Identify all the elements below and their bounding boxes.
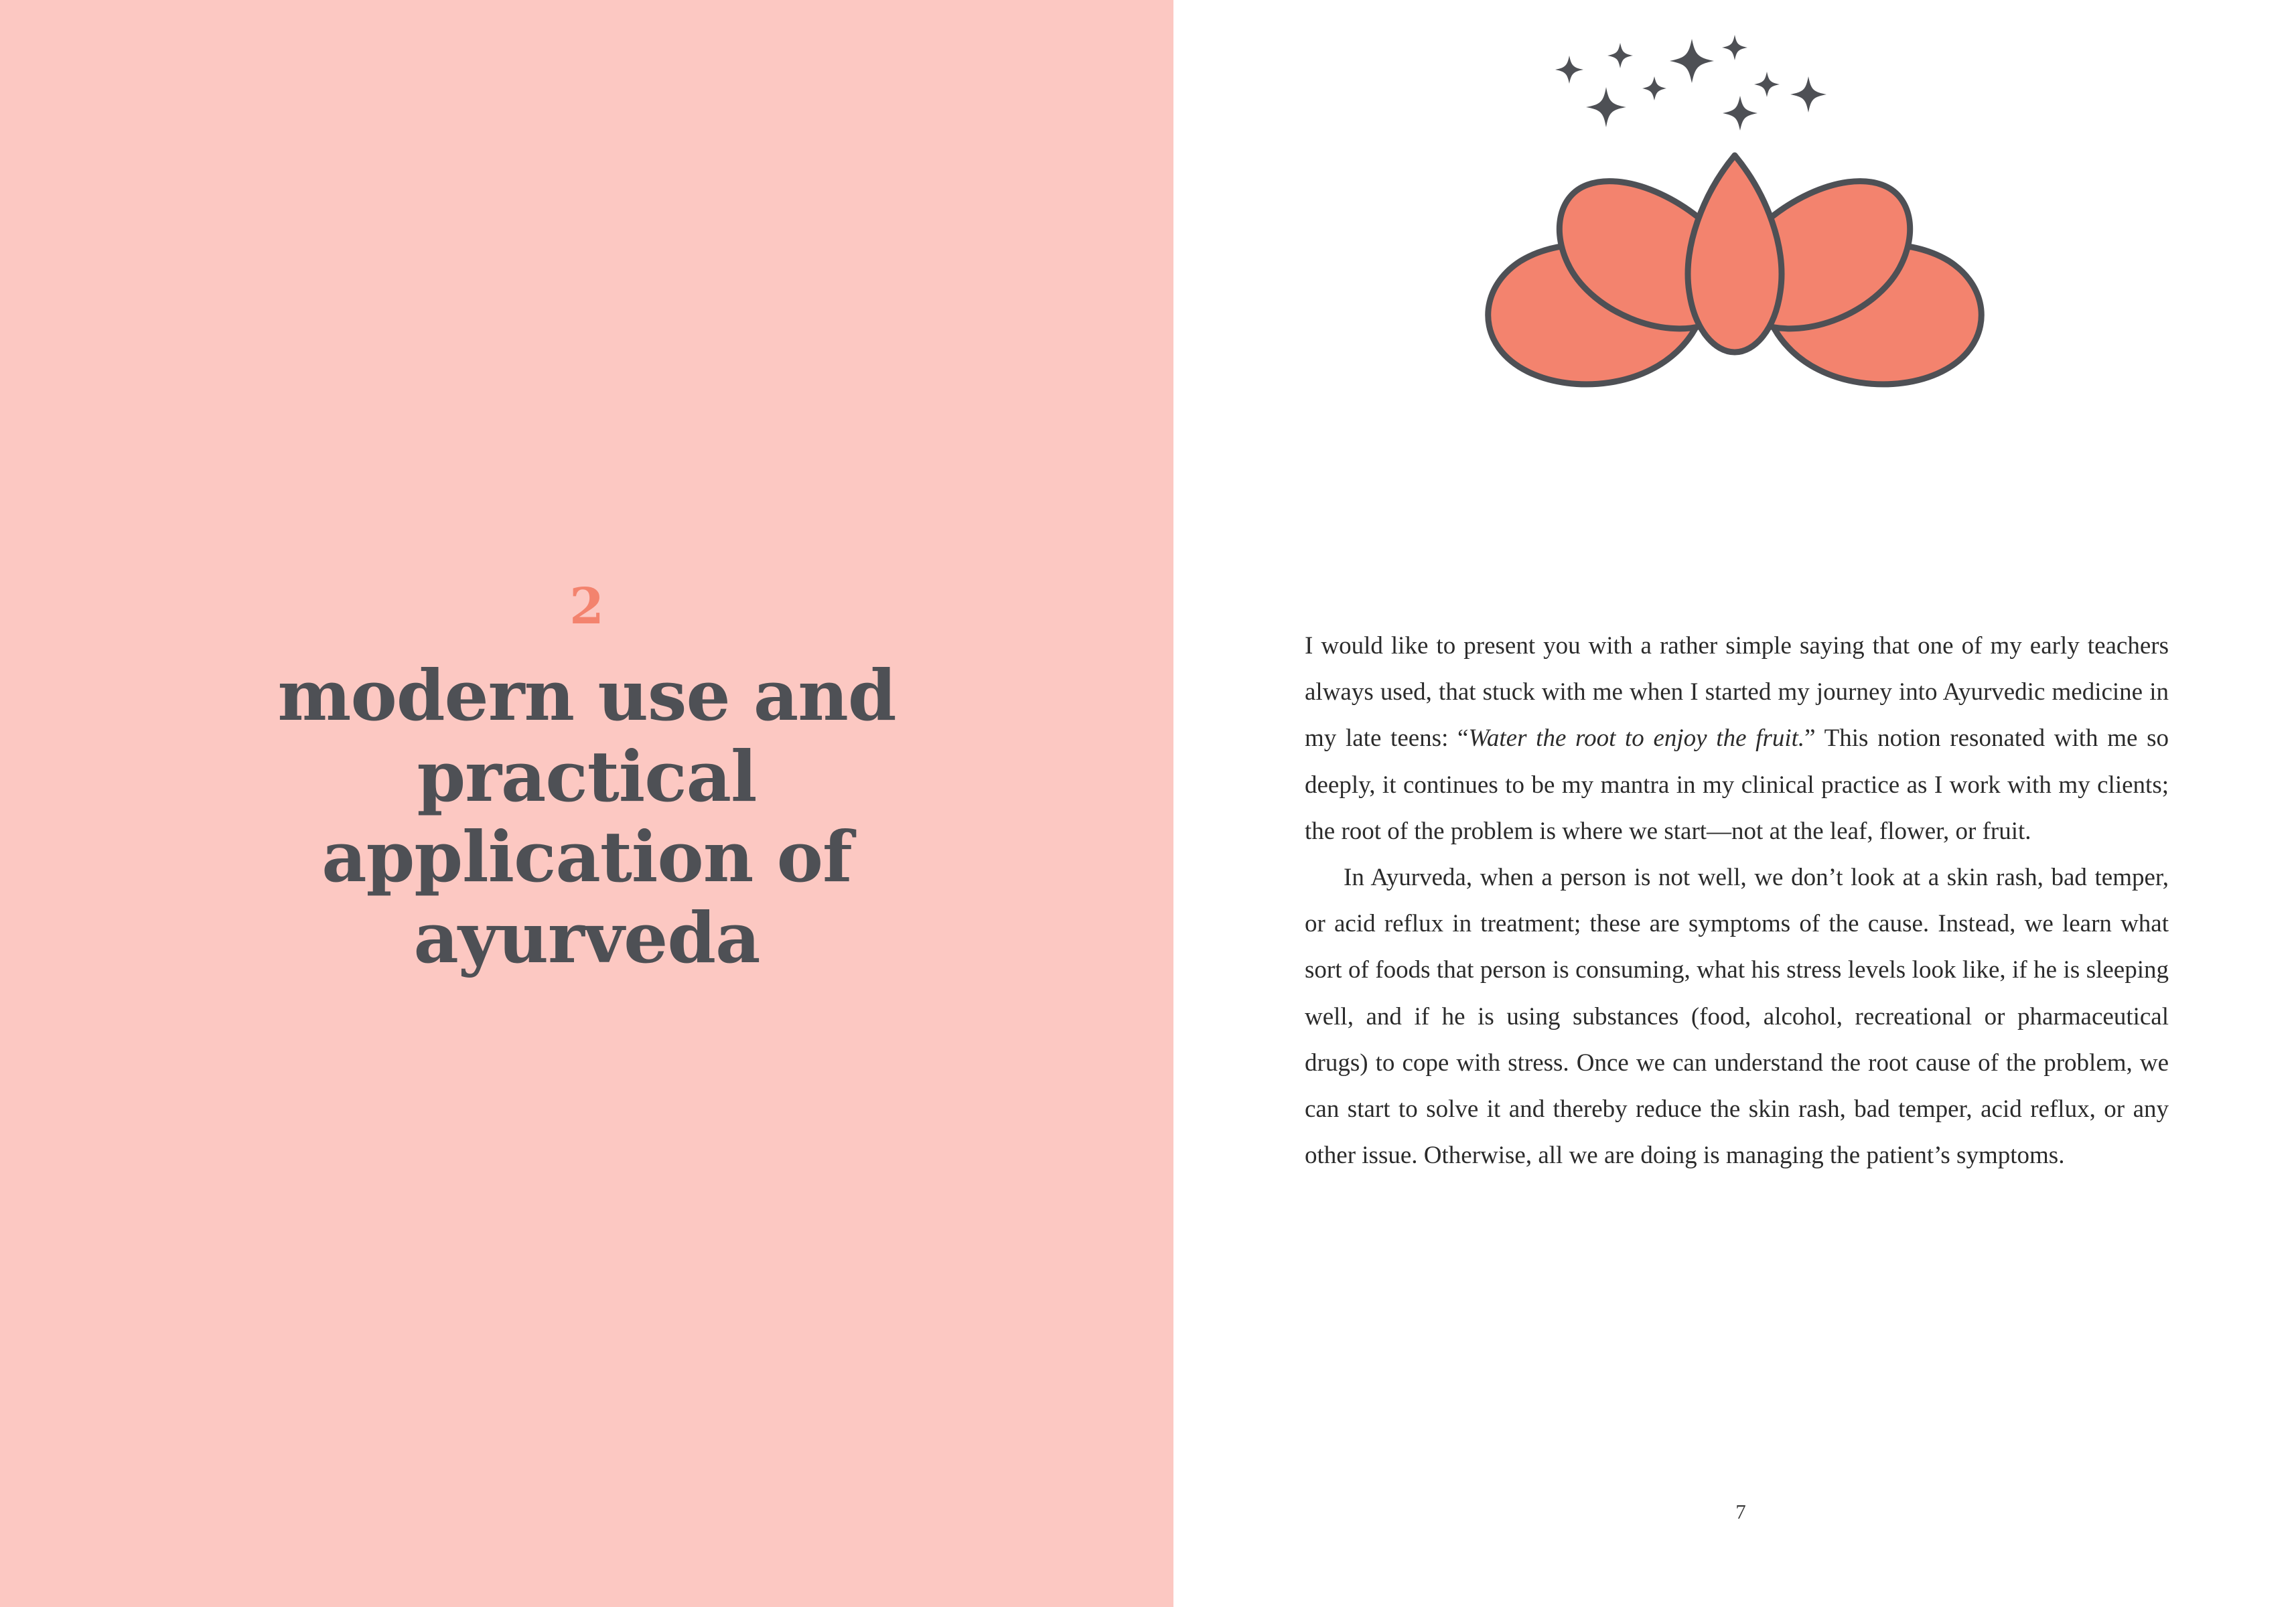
body-text-page [1173, 0, 2296, 1607]
chapter-title: modern use and practical application of ayurveda [277, 654, 896, 979]
paragraph-1: I would like to present you with a rather simple saying that one of my early teachers always used, that stuck with me when I started my journey into Ayurvedic medicine in my late teens: “Water the root to enjoy the fruit.” This notion resonated with me so deeply, it continues to be my mantra in my clinical practice as I work with my clients; the root of the problem is where we start—not at the leaf, flower, or fruit. [1305, 632, 2169, 845]
page-number-container [1173, 1500, 2296, 1524]
petal-center [1688, 155, 1782, 352]
quoted-saying: Water the root to enjoy the fruit. [1468, 724, 1805, 753]
sparkles-group [1555, 35, 1826, 131]
chapter-number: 2 [569, 577, 604, 635]
paragraph-2: In Ayurveda, when a person is not well, we don’t look at a skin rash, bad temper, or acid reflux in treatment; these are symptoms of the cause. Instead, we learn what sort of foods that person is consuming, what his stress levels look like, if he is sleeping well, and if he is using substances (food, alcohol, recreational or pharmaceutical drugs) to cope with stress. Once we can understand the root cause of the problem, we can start to solve it and thereby reduce the skin rash, bad temper, acid reflux, or any other issue. Otherwise, all we are doing is managing the patient’s symptoms. [1305, 863, 2169, 1170]
body-copy [1305, 623, 2169, 1178]
lotus-flower-icon [1427, 27, 2043, 562]
page-number: 7 [1735, 1500, 1746, 1523]
